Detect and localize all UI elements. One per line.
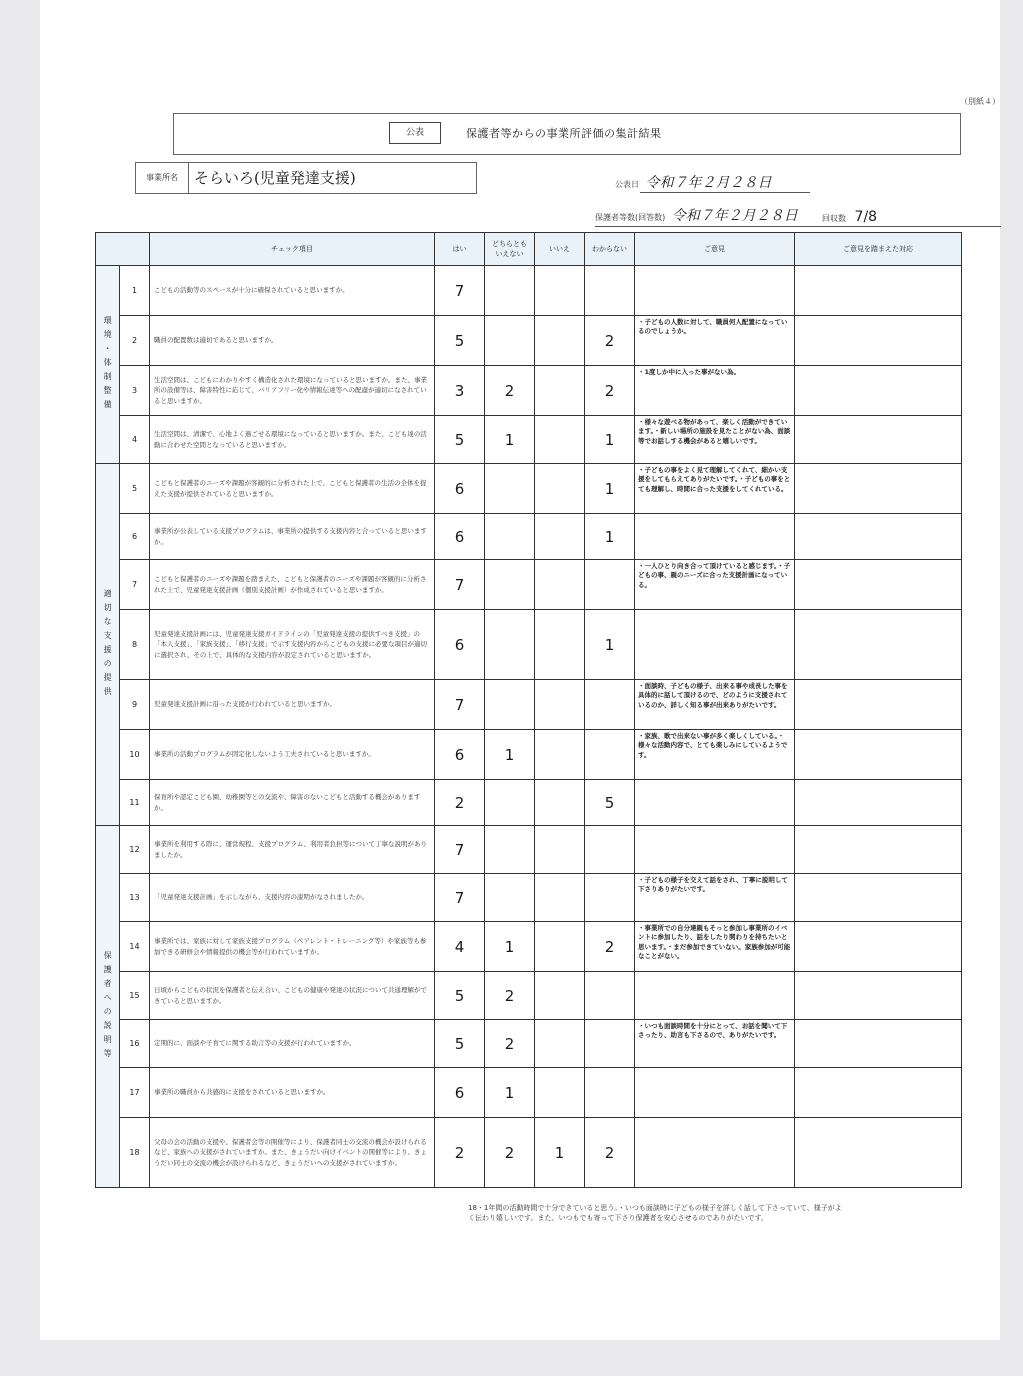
question-text: 児童発達支援計画に沿った支援が行われていると思いますか。 (150, 680, 435, 730)
opinion-text (635, 610, 795, 680)
title-box (173, 113, 961, 155)
table-row (96, 416, 962, 464)
response-text (795, 464, 962, 514)
publish-date-row (615, 172, 772, 192)
row-number: 17 (120, 1068, 150, 1118)
category-label: 環境・体制整備 (103, 315, 113, 414)
opinion-text (635, 514, 795, 560)
question-text: こどもと保護者のニーズや課題を踏まえた、こどもと保護者のニーズや課題が客観的に分析された上で、児童発達支援計画（個別支援計画）が作成されていると思いますか。 (150, 560, 435, 610)
question-text: こどもの活動等のスペースが十分に確保されていると思いますか。 (150, 266, 435, 316)
response-text (795, 680, 962, 730)
table-row (96, 1020, 962, 1068)
count-yes: 2 (435, 1118, 485, 1188)
table-row (96, 1118, 962, 1188)
count-yes: 7 (435, 874, 485, 922)
survey-date: 令和７年２月２８日 (671, 208, 798, 224)
response-text (795, 730, 962, 780)
header-blank (96, 233, 150, 266)
count-no (535, 514, 585, 560)
count-yes: 3 (435, 366, 485, 416)
count-unknown: 1 (585, 464, 635, 514)
response-text (795, 972, 962, 1020)
header-response: ご意見を踏まえた対応 (795, 233, 962, 266)
count-unknown (585, 730, 635, 780)
office-box (135, 162, 477, 194)
question-text: 定期的に、面談や子育てに関する助言等の支援が行われていますか。 (150, 1020, 435, 1068)
response-text (795, 826, 962, 874)
question-text: 事業所の活動プログラムが固定化しないよう工夫されていると思いますか。 (150, 730, 435, 780)
response-text (795, 1068, 962, 1118)
count-neutral (485, 266, 535, 316)
count-neutral: 2 (485, 366, 535, 416)
count-no (535, 922, 585, 972)
question-text: 「児童発達支援計画」を示しながら、支援内容の説明がなされましたか。 (150, 874, 435, 922)
question-text: 父母の会の活動の支援や、保護者会等の開催等により、保護者同士の交流の機会が設けられるなど、家族への支援がされていますか。また、きょうだい向けイベントの開催等により、きょうだい同士の交流の機会が設けられるなど、きょうだいへの支援がされていますか。 (150, 1118, 435, 1188)
question-text: 日頃からこどもの状況を保護者と伝え合い、こどもの健康や発達の状況について共通理解ができていると思いますか。 (150, 972, 435, 1020)
category-cell (96, 826, 120, 1188)
row-number: 11 (120, 780, 150, 826)
row-number: 6 (120, 514, 150, 560)
opinion-text (635, 1068, 795, 1118)
count-no (535, 560, 585, 610)
count-neutral (485, 464, 535, 514)
count-neutral (485, 610, 535, 680)
count-no (535, 610, 585, 680)
opinion-text: ・いつも面談時間を十分にとって、お話を聞いて下さったり、助言も下さるので、ありがたいです。 (635, 1020, 795, 1068)
count-neutral (485, 680, 535, 730)
count-yes: 7 (435, 560, 485, 610)
table-row (96, 366, 962, 416)
count-no (535, 316, 585, 366)
count-unknown: 2 (585, 366, 635, 416)
response-value: 7/8 (854, 209, 878, 225)
category-label: 適切な支援の提供 (103, 588, 113, 701)
count-neutral (485, 826, 535, 874)
count-neutral: 2 (485, 972, 535, 1020)
question-text: 事業所では、家族に対して家族支援プログラム（ペアレント・トレーニング等）や家族等も参加できる研修会や情報提供の機会等が行われていますか。 (150, 922, 435, 972)
opinion-text: ・1度しか中に入った事がない為。 (635, 366, 795, 416)
count-neutral: 2 (485, 1118, 535, 1188)
count-unknown: 1 (585, 514, 635, 560)
response-text (795, 610, 962, 680)
count-neutral: 2 (485, 1020, 535, 1068)
publish-date: 令和７年２月２８日 (645, 175, 772, 191)
opinion-text: ・様々な遊べる物があって、楽しく活動ができています。・新しい場所の施設を見たことがない為、面談等でお話しする機会があると嬉しいです。 (635, 416, 795, 464)
opinion-text: ・面談時、子どもの様子、出来る事や成長した事を具体的に話して頂けるので、どのように支援されているのか、詳しく知る事が出来ありがたいです。 (635, 680, 795, 730)
count-yes: 5 (435, 316, 485, 366)
row-number: 18 (120, 1118, 150, 1188)
table-header-row (96, 233, 962, 266)
count-unknown: 5 (585, 780, 635, 826)
row-number: 2 (120, 316, 150, 366)
opinion-text (635, 972, 795, 1020)
table-row (96, 730, 962, 780)
count-yes: 5 (435, 972, 485, 1020)
response-text (795, 780, 962, 826)
category-cell (96, 464, 120, 826)
header-no: いいえ (535, 233, 585, 266)
opinion-text (635, 1118, 795, 1188)
header-yes: はい (435, 233, 485, 266)
opinion-text: ・事業所での自分達親もそっと参加し事業所のイベントに参加したり、話をしたり関わりを持ちたいと思います。・まだ参加できていない。家族参加が可能なことがない。 (635, 922, 795, 972)
response-text (795, 416, 962, 464)
category-cell (96, 266, 120, 464)
row-number: 3 (120, 366, 150, 416)
table-row (96, 680, 962, 730)
table-row (96, 464, 962, 514)
count-neutral (485, 316, 535, 366)
count-unknown: 1 (585, 416, 635, 464)
count-no (535, 1020, 585, 1068)
count-unknown (585, 560, 635, 610)
opinion-text: ・一人ひとり向き合って頂けていると感じます。・子どもの事、親のニーズに合った支援計画になっている。 (635, 560, 795, 610)
count-unknown (585, 1020, 635, 1068)
count-neutral: 1 (485, 730, 535, 780)
header-opinion: ご意見 (635, 233, 795, 266)
category-label: 保護者への説明等 (103, 950, 113, 1063)
count-no (535, 972, 585, 1020)
response-text (795, 266, 962, 316)
response-text (795, 874, 962, 922)
question-text: 生活空間は、清潔で、心地よく過ごせる環境になっていると思いますか。また、こども達の活動に合わせた空間となっていると思いますか。 (150, 416, 435, 464)
opinion-text (635, 266, 795, 316)
response-text (795, 1118, 962, 1188)
table-row (96, 560, 962, 610)
row-number: 12 (120, 826, 150, 874)
row-number: 4 (120, 416, 150, 464)
table-row (96, 874, 962, 922)
count-unknown (585, 874, 635, 922)
row-number: 1 (120, 266, 150, 316)
table-row (96, 780, 962, 826)
opinion-text: ・家族、歌で出来ない事が多く楽しくしている。・様々な活動内容で、とても楽しみにしているようです。 (635, 730, 795, 780)
count-unknown (585, 680, 635, 730)
publish-date-label: 公表日 (615, 180, 639, 189)
count-unknown: 2 (585, 922, 635, 972)
count-no (535, 1068, 585, 1118)
document-title: 保護者等からの事業所評価の集計結果 (466, 127, 662, 140)
opinion-text: ・子どもの様子を交えて話をされ、丁寧に説明して下さりありがたいです。 (635, 874, 795, 922)
count-unknown: 1 (585, 610, 635, 680)
count-yes: 7 (435, 680, 485, 730)
table-row (96, 922, 962, 972)
table-row (96, 826, 962, 874)
count-neutral: 1 (485, 416, 535, 464)
public-tag: 公表 (389, 122, 441, 144)
row-number: 10 (120, 730, 150, 780)
count-yes: 6 (435, 730, 485, 780)
count-no (535, 464, 585, 514)
table-row (96, 610, 962, 680)
office-label: 事業所名 (136, 163, 189, 193)
table-row (96, 316, 962, 366)
footer-note: 18・1年間の活動時間で十分できていると思う。・いつも面談時に子どもの様子を詳しく話して下さっていて、様子がよく伝わり嬉しいです。また、いつもでも寄って下さり保護者を安心させるのでありがたいです。 (468, 1204, 842, 1223)
row-number: 7 (120, 560, 150, 610)
count-no (535, 680, 585, 730)
count-yes: 7 (435, 826, 485, 874)
count-unknown: 2 (585, 1118, 635, 1188)
publish-date-underline (640, 192, 810, 193)
count-no (535, 826, 585, 874)
count-no (535, 416, 585, 464)
response-row (822, 209, 877, 225)
count-neutral (485, 780, 535, 826)
survey-date-label: 保護者等数(回答数) (595, 213, 666, 222)
question-text: 児童発達支援計画には、児童発達支援ガイドラインの「児童発達支援の提供すべき支援」の「本人支援」、「家族支援」、「移行支援」で示す支援内容からこどもの支援に必要な項目が適切に選択され、その上で、具体的な支援内容が設定されていると思いますか。 (150, 610, 435, 680)
survey-date-row (595, 205, 798, 225)
row-number: 15 (120, 972, 150, 1020)
table-row (96, 972, 962, 1020)
count-yes: 6 (435, 514, 485, 560)
response-text (795, 560, 962, 610)
response-text (795, 316, 962, 366)
question-text: 生活空間は、こどもにわかりやすく構造化された環境になっていると思いますか。また、事業所の設備等は、障害特性に応じて、バリアフリー化や情報伝達等への配慮が適切になされていると思いますか。 (150, 366, 435, 416)
count-yes: 2 (435, 780, 485, 826)
table-row (96, 1068, 962, 1118)
count-yes: 5 (435, 416, 485, 464)
response-text (795, 514, 962, 560)
row-number: 16 (120, 1020, 150, 1068)
opinion-text (635, 780, 795, 826)
count-neutral (485, 514, 535, 560)
row-number: 14 (120, 922, 150, 972)
count-unknown: 2 (585, 316, 635, 366)
opinion-text (635, 826, 795, 874)
row-number: 8 (120, 610, 150, 680)
response-label: 回収数 (822, 214, 846, 223)
row-number: 13 (120, 874, 150, 922)
count-neutral: 1 (485, 1068, 535, 1118)
row-number: 5 (120, 464, 150, 514)
response-text (795, 366, 962, 416)
count-no (535, 874, 585, 922)
count-yes: 7 (435, 266, 485, 316)
opinion-text: ・子どもの人数に対して、職員何人配置になっているのでしょうか。 (635, 316, 795, 366)
evaluation-table (95, 232, 962, 1188)
count-yes: 4 (435, 922, 485, 972)
count-yes: 6 (435, 610, 485, 680)
header-neutral: どちらとも いえない (485, 233, 535, 266)
header-unknown: わからない (585, 233, 635, 266)
count-neutral (485, 560, 535, 610)
count-no: 1 (535, 1118, 585, 1188)
opinion-text: ・子どもの事をよく見て理解してくれて、細かい支援をしてもらえてありがたいです。・子どもの事をとても理解し、時間に合った支援をしてくれている。 (635, 464, 795, 514)
count-yes: 6 (435, 464, 485, 514)
question-text: 職員の配置数は適切であると思いますか。 (150, 316, 435, 366)
count-no (535, 266, 585, 316)
count-unknown (585, 266, 635, 316)
count-yes: 6 (435, 1068, 485, 1118)
count-unknown (585, 826, 635, 874)
count-neutral (485, 874, 535, 922)
table-row (96, 266, 962, 316)
count-unknown (585, 1068, 635, 1118)
count-neutral: 1 (485, 922, 535, 972)
header-check-item: チェック項目 (150, 233, 435, 266)
count-no (535, 366, 585, 416)
row-number: 9 (120, 680, 150, 730)
question-text: 保育所や認定こども園、幼稚園等との交流や、障害のないこどもと活動する機会がありますか。 (150, 780, 435, 826)
count-no (535, 780, 585, 826)
question-text: 事業所の職員から共感的に支援をされていると思いますか。 (150, 1068, 435, 1118)
question-text: こどもと保護者のニーズや課題が客観的に分析された上で、こどもと保護者の生活の全体を捉えた支援が提供されていると思いますか。 (150, 464, 435, 514)
table-row (96, 514, 962, 560)
count-yes: 5 (435, 1020, 485, 1068)
office-name: そらいろ(児童発達支援) (194, 169, 356, 187)
response-text (795, 1020, 962, 1068)
count-unknown (585, 972, 635, 1020)
question-text: 事業所が公表している支援プログラムは、事業所の提供する支援内容と合っていると思いますか。 (150, 514, 435, 560)
response-text (795, 922, 962, 972)
appendix-label: （別紙４） (960, 97, 1000, 106)
count-no (535, 730, 585, 780)
survey-date-underline (595, 226, 1001, 227)
question-text: 事業所を利用する際に、運営規程、支援プログラム、利用者負担等について丁寧な説明がありましたか。 (150, 826, 435, 874)
